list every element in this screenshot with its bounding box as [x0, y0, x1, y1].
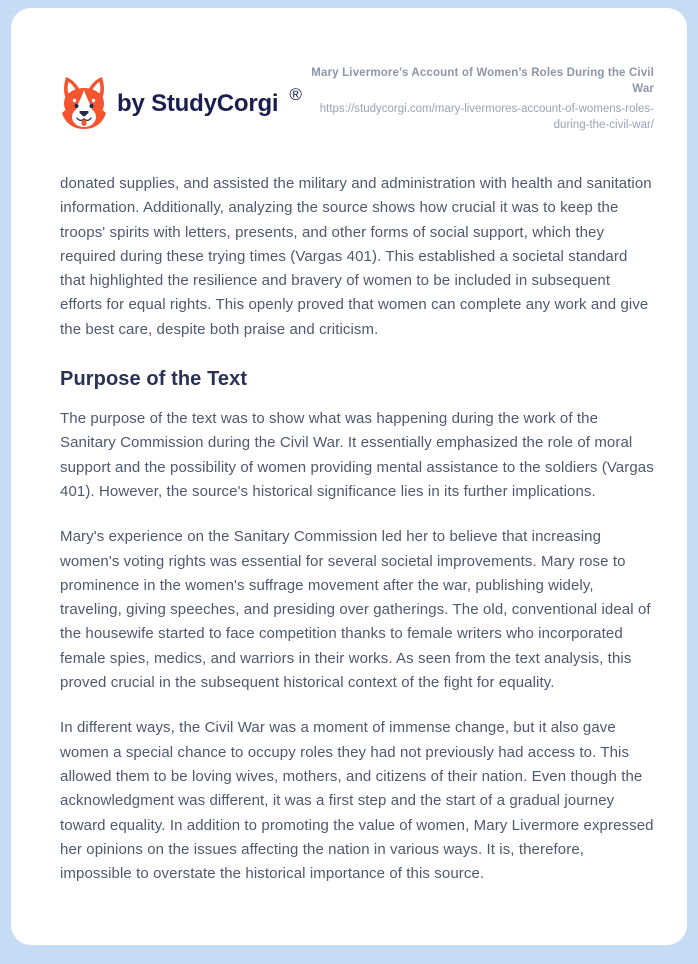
- document-title: Mary Livermore’s Account of Women’s Roles During the Civil War: [311, 67, 654, 95]
- paragraph-1: donated supplies, and assisted the military and administration with health and sanitation information. Additionally, analyzing the source shows how crucial it was to keep the troops' spirits with letters, presents, and other forms of social support, which they required during these trying times (Vargas 401). This established a societal standard that highlighted the resilience and bravery of women to be included in subsequent efforts for equal rights. This openly proved that women can complete any work and give the best care, despite both praise and criticism.: [60, 175, 652, 338]
- section-heading: Purpose of the Text: [60, 368, 248, 391]
- document-url-link[interactable]: https://studycorgi.com/mary-livermores-account-of-womens-roles-during-the-civil-war/: [319, 103, 654, 131]
- document-meta: [302, 64, 654, 133]
- document-card: [11, 8, 687, 945]
- corgi-logo-icon: [60, 76, 108, 132]
- header: [60, 64, 654, 133]
- paragraph-2: The purpose of the text was to show what was happening during the work of the Sanitary Commission during the Civil War. It essentially emphasized the role of moral support and the possibility of women providing mental assistance to the soldiers (Vargas 401). However, the source's historical significance lies in its further implications.: [60, 410, 654, 500]
- studycorgi-brand[interactable]: [60, 64, 302, 132]
- paragraph-4: In different ways, the Civil War was a moment of immense change, but it also gave women a special chance to occupy roles they had not previously had access to. This allowed them to be loving wives, mothers, and citizens of their nation. Even though the acknowledgment was different, it was a first step and the start of a gradual journey toward equality. In addition to promoting the value of women, Mary Livermore expressed her opinions on the issues affecting the nation in various ways. It is, therefore, impossible to overstate the historical importance of this source.: [60, 719, 654, 883]
- brand-wordmark: by StudyCorgi: [117, 90, 279, 117]
- document-content: [60, 172, 654, 886]
- paragraph-3: Mary's experience on the Sanitary Commission led her to believe that increasing women's voting rights was essential for several societal improvements. Mary rose to prominence in the women's suffrage movement after the war, publishing widely, traveling, giving speeches, and presiding over gatherings. The old, conventional ideal of the housewife started to face competition thanks to female writers who incorporated female spies, medics, and warriors in their works. As seen from the text analysis, this proved crucial in the subsequent historical context of the fight for equality.: [60, 528, 651, 692]
- registered-trademark-icon: ®: [289, 85, 302, 104]
